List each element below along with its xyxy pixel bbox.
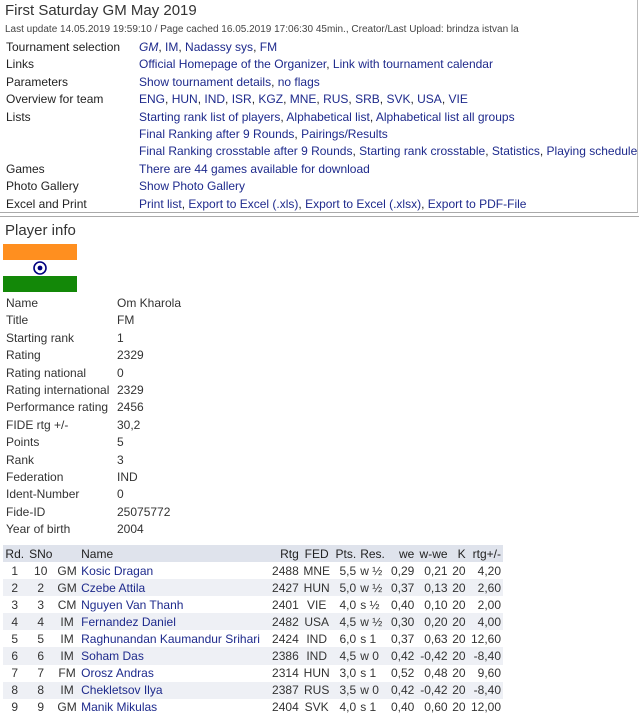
cell-rating-change: 12,60 — [470, 631, 501, 646]
link-statistics[interactable]: Statistics — [491, 144, 540, 159]
player-field-label: Starting rank — [6, 330, 75, 345]
table-row — [3, 665, 503, 682]
cell-points: 4,0 — [339, 597, 357, 612]
link-export-to-excel-xls[interactable]: Export to Excel (.xls) — [188, 196, 299, 211]
player-field-value: 1 — [117, 330, 124, 345]
info-row-links — [139, 197, 526, 211]
player-field-fide-rtg — [0, 415, 300, 432]
cell-round: 4 — [3, 613, 27, 630]
info-row-label: Lists — [6, 109, 31, 124]
link-separator: , — [253, 40, 260, 54]
col-header-rating-change: rtg+/- — [468, 545, 503, 562]
info-row-links — [139, 179, 245, 193]
cell-result: w ½ — [360, 563, 383, 578]
last-update-text: Last update 14.05.2019 19:59:10 / Page cached 16.05.2019 17:06:30 45min., Creator/Last Upload: brindza istvan la — [5, 24, 519, 35]
cell-rating-change: 4,00 — [468, 613, 503, 630]
player-field-value: FM — [117, 313, 135, 328]
player-field-label: Name — [6, 296, 39, 310]
cell-start-no: 9 — [37, 700, 45, 715]
link-separator: , — [326, 57, 333, 72]
link-ind[interactable]: IND — [204, 92, 226, 107]
cell-points: 4,5 — [333, 647, 359, 664]
player-field-label: Ident-Number — [6, 487, 80, 502]
cell-name — [79, 596, 269, 613]
cell-rating: 2482 — [269, 613, 301, 630]
cell-rating-change: 2,00 — [477, 597, 501, 612]
cell-title: FM — [58, 666, 76, 681]
info-row-links — [139, 92, 468, 106]
link-separator: , — [369, 109, 376, 124]
cell-k-factor: 20 — [452, 563, 466, 578]
link-srb[interactable]: SRB — [355, 92, 380, 107]
player-field-value: Om Kharola — [117, 296, 182, 310]
info-row-label: Tournament selection — [6, 40, 121, 54]
link-separator: , — [298, 196, 306, 211]
table-row — [3, 682, 503, 699]
cell-we: 0,40 — [390, 700, 415, 715]
cell-k-factor: 20 — [450, 579, 468, 596]
col-header-federation: FED — [301, 545, 333, 562]
info-row-label: Photo Gallery — [6, 179, 79, 194]
link-separator: , — [197, 92, 205, 107]
player-field-name — [0, 293, 300, 310]
player-field-label: Title — [6, 313, 29, 328]
info-row-label: Games — [6, 161, 45, 176]
col-header-title — [55, 545, 79, 562]
col-header-start-no: SNo — [27, 545, 55, 562]
cell-w-we: 0,21 — [424, 563, 448, 578]
table-row — [3, 630, 503, 647]
table-row — [3, 579, 503, 596]
player-field-points — [0, 432, 300, 449]
player-field-value: 5 — [117, 435, 124, 450]
link-starting-rank-crosstable[interactable]: Starting rank crosstable — [359, 144, 486, 159]
cell-w-we: 0,48 — [424, 666, 448, 681]
player-field-value: 0 — [117, 487, 124, 502]
cell-rating-change: -8,40 — [468, 647, 503, 664]
link-final-ranking-after-9-rounds[interactable]: Final Ranking after 9 Rounds — [139, 126, 295, 141]
info-row-label: Parameters — [6, 74, 69, 89]
cell-rating: 2386 — [269, 647, 301, 664]
cell-k-factor: 20 — [452, 700, 466, 715]
link-playing-schedule[interactable]: Playing schedule — [546, 144, 638, 159]
cell-we: 0,37 — [390, 631, 415, 646]
tournament-header-box — [0, 0, 638, 213]
player-field-federation — [0, 467, 300, 484]
col-header-w-we: w-we — [416, 545, 449, 562]
opponent-link[interactable]: Orosz Andras — [81, 666, 154, 681]
player-field-label: Federation — [6, 469, 64, 484]
opponent-link[interactable]: Chekletsov Ilya — [81, 683, 163, 698]
cell-result: s ½ — [360, 597, 380, 612]
player-field-starting-rank — [0, 328, 300, 345]
player-field-label: Rank — [6, 452, 35, 467]
player-info-list — [0, 293, 300, 536]
results-header-row — [3, 545, 503, 562]
cell-we: 0,42 — [388, 682, 416, 699]
cell-rating: 2404 — [272, 700, 299, 715]
link-starting-rank-list-of-players[interactable]: Starting rank list of players — [139, 109, 281, 124]
cell-we: 0,52 — [390, 666, 415, 681]
link-fm[interactable]: FM — [259, 40, 278, 54]
col-header-we: we — [388, 545, 416, 562]
link-vie[interactable]: VIE — [448, 92, 468, 107]
cell-we: 0,37 — [388, 579, 416, 596]
india-flag-icon — [3, 244, 77, 292]
cell-round: 7 — [11, 666, 19, 681]
link-separator: , — [379, 92, 387, 107]
cell-title: GM — [55, 579, 79, 596]
opponent-link[interactable]: Czebe Attila — [81, 580, 146, 595]
table-row — [3, 699, 503, 716]
cell-start-no: 4 — [27, 613, 55, 630]
player-field-value: 2329 — [117, 348, 144, 363]
cell-result: w 0 — [358, 682, 388, 699]
info-row-label: Excel and Print — [6, 196, 87, 211]
player-field-ident-number — [0, 484, 300, 501]
info-row-links — [139, 162, 370, 176]
cell-k-factor: 20 — [452, 631, 466, 646]
info-row-links — [0, 55, 639, 72]
link-separator: , — [251, 92, 259, 107]
link-separator: , — [539, 144, 547, 159]
info-row-links — [139, 40, 277, 54]
cell-rating: 2424 — [272, 631, 299, 646]
player-field-rank — [0, 450, 300, 467]
opponent-link[interactable]: Nguyen Van Thanh — [81, 597, 184, 612]
link-im[interactable]: IM — [165, 40, 179, 54]
section-divider — [0, 216, 639, 217]
link-separator: , — [178, 40, 186, 54]
cell-federation: MNE — [303, 563, 330, 578]
col-header-rating: Rtg — [269, 545, 301, 562]
player-field-fide-id — [0, 502, 300, 519]
col-header-round: Rd. — [3, 545, 27, 562]
info-row-links — [139, 75, 320, 89]
cell-title: IM — [55, 613, 79, 630]
cell-result: s 1 — [360, 700, 377, 715]
cell-start-no: 8 — [27, 682, 55, 699]
player-field-rating — [0, 345, 300, 362]
cell-points: 4,0 — [339, 700, 357, 715]
col-header-points: Pts. — [333, 545, 359, 562]
cell-k-factor: 20 — [452, 666, 466, 681]
cell-title: GM — [57, 563, 77, 578]
player-field-label: Rating international — [6, 382, 110, 397]
cell-w-we: -0,42 — [416, 682, 449, 699]
player-field-title — [0, 310, 300, 327]
link-separator: , — [181, 196, 189, 211]
info-row-lists — [0, 108, 639, 125]
cell-rating: 2387 — [269, 682, 301, 699]
player-field-label: Year of birth — [6, 522, 71, 537]
cell-result: s 1 — [360, 666, 377, 681]
player-field-label: Points — [6, 435, 40, 450]
cell-result: s 1 — [360, 631, 377, 646]
cell-rating: 2427 — [269, 579, 301, 596]
player-info-heading: Player info — [5, 222, 76, 239]
link-rus[interactable]: RUS — [323, 92, 349, 107]
link-separator: , — [421, 196, 428, 211]
player-field-label: Rating national — [6, 365, 87, 380]
link-separator: , — [271, 74, 278, 89]
opponent-link[interactable]: Manik Mikulas — [81, 700, 158, 715]
cell-federation: IND — [301, 647, 333, 664]
cell-rating-change: 9,60 — [477, 666, 501, 681]
info-row-games — [0, 160, 639, 177]
cell-points: 5,0 — [333, 579, 359, 596]
table-row — [3, 647, 503, 664]
cell-name — [79, 699, 269, 716]
info-row-links — [139, 57, 493, 71]
cell-we: 0,42 — [388, 647, 416, 664]
link-link-with-tournament-calendar[interactable]: Link with tournament calendar — [332, 57, 493, 72]
player-field-value: 2456 — [117, 400, 144, 415]
link-isr[interactable]: ISR — [231, 92, 252, 107]
info-row-tournament-selection — [0, 38, 639, 55]
link-separator: , — [441, 92, 449, 107]
cell-federation: HUN — [303, 666, 330, 681]
cell-w-we: 0,60 — [424, 700, 448, 715]
player-field-performance-rating — [0, 397, 300, 414]
cell-name — [79, 630, 269, 647]
player-field-value: 25075772 — [117, 504, 171, 519]
cell-k-factor: 20 — [452, 597, 466, 612]
info-row-links — [139, 127, 388, 141]
info-row-parameters — [0, 73, 639, 90]
cell-w-we: -0,42 — [416, 647, 449, 664]
link-eng[interactable]: ENG — [139, 92, 166, 107]
cell-start-no: 2 — [27, 579, 55, 596]
link-separator: , — [410, 92, 418, 107]
cell-start-no: 6 — [27, 647, 55, 664]
link-print-list[interactable]: Print list — [139, 196, 182, 211]
cell-we: 0,29 — [390, 563, 415, 578]
cell-result: w ½ — [358, 613, 388, 630]
table-row — [3, 562, 503, 579]
cell-round: 9 — [11, 700, 19, 715]
flag-graphic — [3, 244, 77, 292]
opponent-link[interactable]: Raghunandan Kaumandur Srihari — [81, 631, 260, 646]
info-row-label: Links — [6, 57, 35, 72]
opponent-link[interactable]: Soham Das — [81, 649, 144, 664]
player-field-value: 30,2 — [117, 417, 141, 432]
cell-points: 3,0 — [339, 666, 357, 681]
link-svk[interactable]: SVK — [386, 92, 411, 107]
link-export-to-pdf-file[interactable]: Export to PDF-File — [427, 196, 527, 211]
link-usa[interactable]: USA — [417, 92, 442, 107]
player-field-value: 2004 — [117, 522, 144, 537]
cell-rating-change: 12,00 — [470, 700, 501, 715]
cell-we: 0,30 — [388, 613, 416, 630]
player-field-value: 0 — [117, 365, 124, 380]
info-row-links — [139, 144, 637, 158]
player-field-value: IND — [117, 469, 138, 484]
link-official-homepage-of-the-organizer[interactable]: Official Homepage of the Organizer — [139, 57, 327, 72]
link-separator: , — [294, 126, 302, 141]
cell-round: 5 — [11, 631, 19, 646]
cell-rating-change: 4,20 — [477, 563, 501, 578]
cell-w-we: 0,20 — [416, 613, 449, 630]
cell-name — [79, 647, 269, 664]
link-alphabetical-list-all-groups[interactable]: Alphabetical list all groups — [375, 109, 515, 124]
player-field-label: Performance rating — [6, 400, 109, 415]
cell-round: 8 — [3, 682, 27, 699]
link-gm[interactable]: GM — [139, 40, 159, 54]
cell-points: 4,5 — [333, 613, 359, 630]
col-header-name: Name — [79, 545, 269, 562]
info-row-photo-gallery — [0, 177, 639, 194]
link-pairings-results[interactable]: Pairings/Results — [301, 126, 388, 141]
cell-k-factor: 20 — [450, 647, 468, 664]
cell-rating: 2314 — [272, 666, 299, 681]
cell-round: 3 — [11, 597, 19, 612]
player-field-value: 2329 — [117, 382, 144, 397]
cell-start-no: 7 — [37, 666, 45, 681]
info-row-links — [139, 110, 515, 124]
link-separator: , — [485, 144, 492, 159]
info-row-label: Overview for team — [6, 92, 104, 107]
link-mne[interactable]: MNE — [289, 92, 317, 107]
cell-federation: HUN — [301, 579, 333, 596]
link-no-flags[interactable]: no flags — [277, 74, 320, 89]
link-separator: , — [158, 40, 166, 54]
link-there-are-44-games-available-for-download[interactable]: There are 44 games available for download — [139, 161, 370, 176]
opponent-link[interactable]: Fernandez Daniel — [81, 614, 176, 629]
col-header-result: Res. — [358, 545, 388, 562]
cell-federation: SVK — [304, 700, 329, 715]
link-separator: , — [283, 92, 290, 107]
player-field-year-of-birth — [0, 519, 300, 536]
link-show-photo-gallery[interactable]: Show Photo Gallery — [139, 179, 246, 194]
cell-round: 1 — [11, 563, 19, 578]
link-kgz[interactable]: KGZ — [258, 92, 284, 107]
cell-name — [79, 562, 269, 579]
cell-w-we: 0,13 — [416, 579, 449, 596]
link-show-tournament-details[interactable]: Show tournament details — [139, 74, 272, 89]
results-table — [3, 545, 503, 716]
col-header-k-factor: K — [450, 545, 468, 562]
table-row — [3, 596, 503, 613]
info-row-continued-6 — [0, 142, 639, 159]
link-export-to-excel-xlsx[interactable]: Export to Excel (.xlsx) — [305, 196, 422, 211]
cell-points: 3,5 — [333, 682, 359, 699]
link-separator: , — [165, 92, 172, 107]
cell-start-no: 5 — [37, 631, 45, 646]
cell-start-no: 3 — [37, 597, 45, 612]
cell-title: GM — [57, 700, 77, 715]
tournament-info-grid — [0, 38, 639, 212]
player-field-label: Fide-ID — [6, 504, 46, 519]
cell-round: 6 — [3, 647, 27, 664]
cell-k-factor: 20 — [450, 613, 468, 630]
info-row-continued-5 — [0, 125, 639, 142]
cell-result: w ½ — [358, 579, 388, 596]
cell-w-we: 0,63 — [424, 631, 448, 646]
link-hun[interactable]: HUN — [171, 92, 198, 107]
cell-name — [79, 665, 269, 682]
cell-name — [79, 579, 269, 596]
link-separator: , — [352, 144, 360, 159]
cell-we: 0,40 — [390, 597, 415, 612]
cell-federation: IND — [306, 631, 327, 646]
cell-rating-change: -8,40 — [468, 682, 503, 699]
cell-w-we: 0,10 — [424, 597, 448, 612]
cell-federation: RUS — [301, 682, 333, 699]
cell-title: IM — [55, 647, 79, 664]
player-field-label: Rating — [6, 348, 41, 363]
player-field-label: FIDE rtg +/- — [6, 417, 69, 432]
cell-start-no: 10 — [34, 563, 48, 578]
link-final-ranking-crosstable-after-9-rounds[interactable]: Final Ranking crosstable after 9 Rounds — [139, 144, 353, 159]
info-row-excel-and-print — [0, 195, 639, 212]
cell-result: w 0 — [358, 647, 388, 664]
link-separator: , — [316, 92, 324, 107]
cell-federation: VIE — [306, 597, 327, 612]
link-separator: , — [348, 92, 356, 107]
cell-rating: 2401 — [272, 597, 299, 612]
cell-name — [79, 682, 269, 699]
cell-round: 2 — [3, 579, 27, 596]
opponent-link[interactable]: Kosic Dragan — [81, 563, 154, 578]
link-separator: , — [280, 109, 287, 124]
table-row — [3, 613, 503, 630]
info-row-overview-for-team — [0, 90, 639, 107]
cell-title: CM — [57, 597, 77, 612]
cell-title: IM — [60, 631, 74, 646]
link-separator: , — [225, 92, 232, 107]
link-alphabetical-list[interactable]: Alphabetical list — [286, 109, 370, 124]
link-nadassy-sys[interactable]: Nadassy sys — [185, 40, 254, 54]
cell-name — [79, 613, 269, 630]
page-title: First Saturday GM May 2019 — [5, 2, 197, 19]
player-field-value: 3 — [117, 452, 124, 467]
cell-rating-change: 2,60 — [468, 579, 503, 596]
player-field-rating-national — [0, 363, 300, 380]
cell-k-factor: 20 — [450, 682, 468, 699]
player-field-rating-international — [0, 380, 300, 397]
cell-rating: 2488 — [272, 563, 299, 578]
cell-federation: USA — [301, 613, 333, 630]
cell-points: 5,5 — [339, 563, 357, 578]
cell-title: IM — [55, 682, 79, 699]
cell-points: 6,0 — [339, 631, 357, 646]
